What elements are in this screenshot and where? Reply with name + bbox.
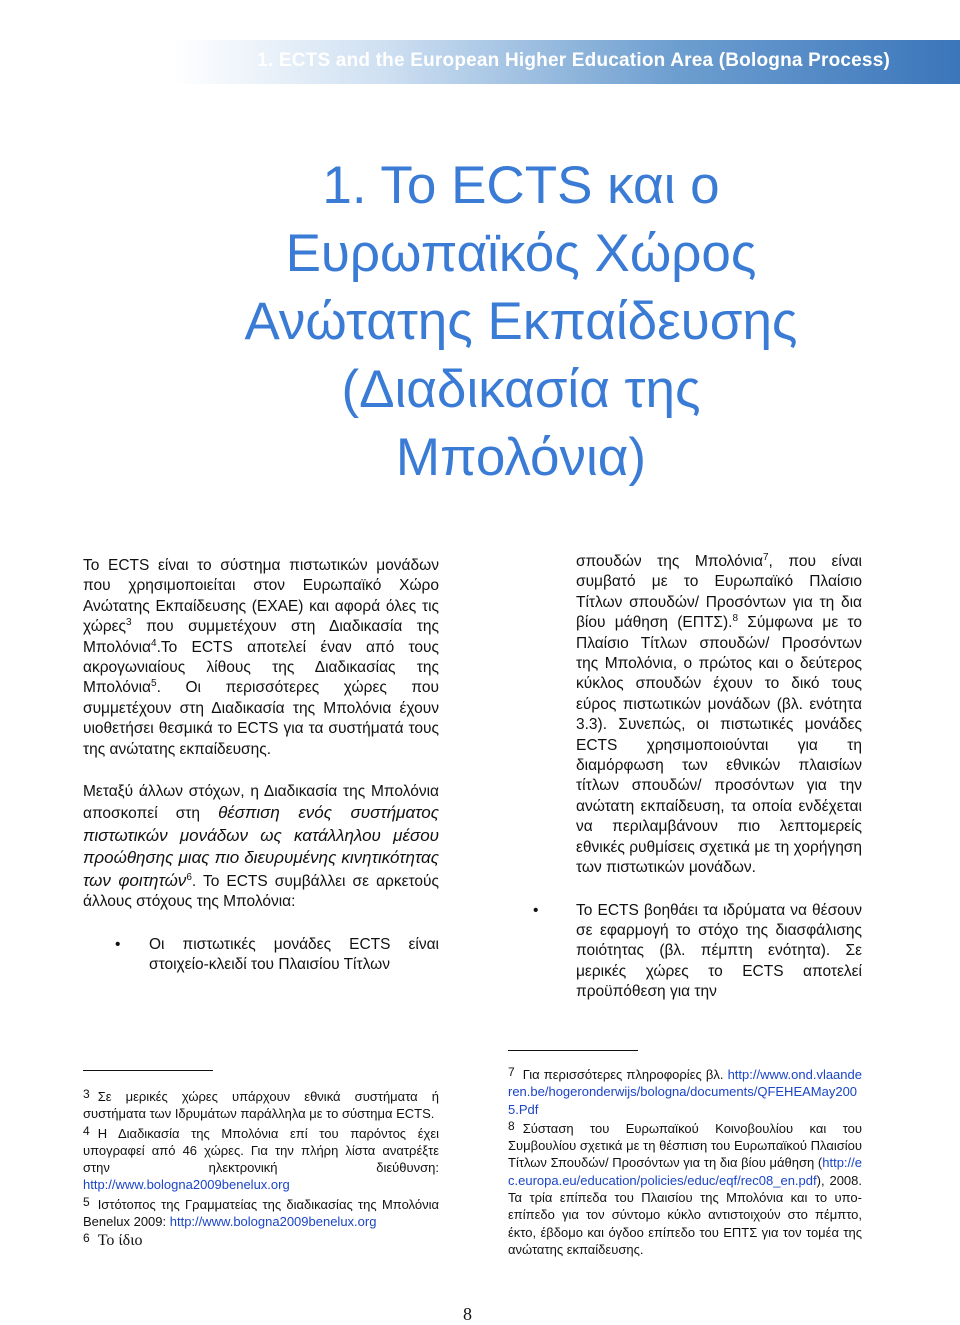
section-banner: [0, 40, 960, 84]
paragraph-continued: [576, 552, 862, 879]
footnote-number: 6: [83, 1231, 90, 1246]
paragraph-goals: [83, 782, 439, 912]
bullet-text: Το ECTS βοηθάει τα ιδρύματα να θέσουν σε εφαρμογή το στόχο της διασφάλισης ποιότητας (βλ. πέμπτη ενότητα). Σε μερικές χώρες το ECTS αποτελεί προϋπόθεση για την: [576, 901, 862, 1001]
text: Το ECTS είναι το σύστημα πιστωτικών μονάδων που χρησιμοποιείται στον Ευρωπαϊκό Χώρο Ανώτατης Εκπαίδευσης (ΕΧΑΕ) και αφορά όλες τις χώρες: [83, 557, 439, 636]
footnote-divider: [83, 1070, 213, 1071]
footnote-number: 8: [508, 1118, 515, 1133]
footnote-text: Η Διαδικασία της Μπολόνια επί του παρόντος έχει υπογραφεί από 46 χώρες. Για την πλήρη λίστα ανατρέξτε στην ηλεκτρονική διεύθυνση:: [83, 1125, 439, 1176]
footnote-8: [508, 1120, 862, 1258]
footnote-ref[interactable]: 5: [151, 678, 157, 690]
footnote-6: [83, 1232, 439, 1249]
footnote-text: Για περισσότερες πληροφορίες βλ.: [522, 1067, 724, 1082]
paragraph-intro: [83, 556, 439, 760]
footnote-ref[interactable]: 7: [762, 551, 769, 563]
footnote-link[interactable]: http://www.bologna2009benelux.org: [169, 1214, 377, 1230]
footnotes-right: [508, 1066, 862, 1260]
page-number: 8: [463, 1304, 472, 1324]
footnote-3: [83, 1088, 439, 1123]
bullet-list: [533, 901, 862, 1003]
title-line: Ευρωπαϊκός Χώρος: [285, 224, 757, 283]
text: , που είναι συμβατό με το Ευρωπαϊκό Πλαίσιο Τίτλων σπουδών/ Προσόντων για τη δια βίου μάθηση (ΕΠΤΣ).: [576, 553, 862, 632]
list-item: [83, 935, 439, 976]
footnote-ref[interactable]: 8: [732, 613, 739, 625]
footnote-5: [83, 1196, 439, 1231]
footnote-7: [508, 1066, 862, 1118]
footnote-ref[interactable]: 4: [151, 637, 157, 649]
text: Σύμφωνα με το Πλαίσιο Τίτλων σπουδών/ Προσόντων της Μπολόνια, ο πρώτος και ο δεύτερος κύκλος σπουδών έχουν το δικό τους εύρος πιστωτικών μονάδων (βλ. ενότητα 3.3). Συνεπώς, οι πιστωτικές μονάδες ECTS χρησιμοποιούνται για τη διαμόρφωση των εθνικών πλαισίων τίτλων σπουδών/ προσόντων για την ανώτατη εκπαίδευση, τα οποία ενδέχεται να περιλαμβάνουν πιο λεπτομερείς εθνικές ρυθμίσεις σχετικά με τη χορήγηση των πιστωτικών μονάδων.: [576, 614, 862, 877]
title-line: Ανώτατης Εκπαίδευσης: [244, 292, 798, 351]
text: . Το ECTS συμβάλλει σε αρκετούς άλλους στόχους της Μπολόνια:: [83, 872, 439, 911]
footnotes-left: [83, 1088, 439, 1252]
footnote-text: Ιστότοπος της Γραμματείας της διαδικασίας της Μπολόνια Benelux 2009:: [83, 1196, 439, 1230]
footnote-number: 4: [83, 1123, 90, 1138]
footnote-text: Σε μερικές χώρες υπάρχουν εθνικά συστήματα ή συστήματα των Ιδρυμάτων παράλληλα με το σύστημα ECTS.: [83, 1089, 439, 1122]
text: που συμμετέχουν στη Διαδικασία της Μπολόνια: [83, 618, 439, 656]
footnote-link[interactable]: http://www.ond.vlaanderen.be/hogeronderwijs/bologna/documents/QFEHEAMay2005.Pdf: [508, 1067, 862, 1117]
bullet-icon: •: [115, 935, 121, 953]
footnote-number: 3: [83, 1087, 90, 1101]
list-item: [533, 901, 862, 1003]
footnote-number: 7: [508, 1065, 515, 1079]
footnote-ref[interactable]: 6: [186, 871, 192, 883]
text: Μεταξύ άλλων στόχων, η Διαδικασία της Μπολόνια αποσκοπεί στη: [83, 783, 439, 823]
footnote-4: [83, 1125, 439, 1194]
footnote-ref[interactable]: 3: [126, 617, 132, 629]
bullet-list: [83, 935, 439, 976]
footnote-text: ), 2008. Τα τρία επίπεδα του Πλαισίου της Μπολόνια και το υπο-επίπεδο για τον σύντομο κύκλο αντιστοιχούν στο πέμπτο, έκτο, έβδομο και όγδοο επίπεδο του ΕΠΤΣ για τον τομέα της ανώτατης εκπαίδευσης.: [508, 1172, 862, 1257]
text: .Το ECTS αποτελεί έναν από τους ακρογωνιαίους λίθους της Διαδικασίας της Μπολόνια: [83, 638, 439, 697]
footnote-link[interactable]: http://www.bologna2009benelux.org: [83, 1177, 290, 1193]
text: σπουδών της Μπολόνια: [576, 553, 763, 570]
footnote-divider: [508, 1050, 638, 1051]
left-column: [83, 556, 439, 975]
title-line: 1. Το ECTS και ο: [322, 156, 720, 215]
page-title: [150, 152, 892, 492]
footnote-text: Σύσταση του Ευρωπαϊκού Κοινοβουλίου και του Συμβουλίου σχετικά με τη θέσπιση του Ευρωπαϊκού Πλαισίου Τίτλων Σπουδών/ Προσόντων για τη δια βίου μάθηση (: [508, 1120, 862, 1171]
right-column: [533, 551, 862, 1003]
bullet-icon: •: [533, 901, 539, 919]
bullet-text: Οι πιστωτικές μονάδες ECTS είναι στοιχείο-κλειδί του Πλαισίου Τίτλων: [149, 935, 439, 973]
emphasis-text: θέσπιση ενός συστήματος πιστωτικών μονάδων ως κατάλληλου μέσου προώθησης μιας πιο διευρυμένης κινητικότητας των φοιτητών: [83, 803, 439, 890]
text: . Οι περισσότερες χώρες που συμμετέχουν στη Διαδικασία της Μπολόνια έχουν υιοθετήσει θεσμικά το ECTS για τα συστήματά τους της ανώτατης εκπαίδευσης.: [83, 679, 439, 758]
title-line: Μπολόνια): [395, 428, 647, 487]
banner-title: 1. ECTS and the European Higher Education Area (Bologna Process): [257, 50, 890, 71]
title-line: (Διαδικασία της: [341, 360, 701, 419]
footnote-number: 5: [83, 1194, 90, 1209]
footnote-link[interactable]: http://ec.europa.eu/education/policies/educ/eqf/rec08_en.pdf: [508, 1155, 862, 1188]
footnote-text: Το ίδιο: [97, 1232, 143, 1250]
